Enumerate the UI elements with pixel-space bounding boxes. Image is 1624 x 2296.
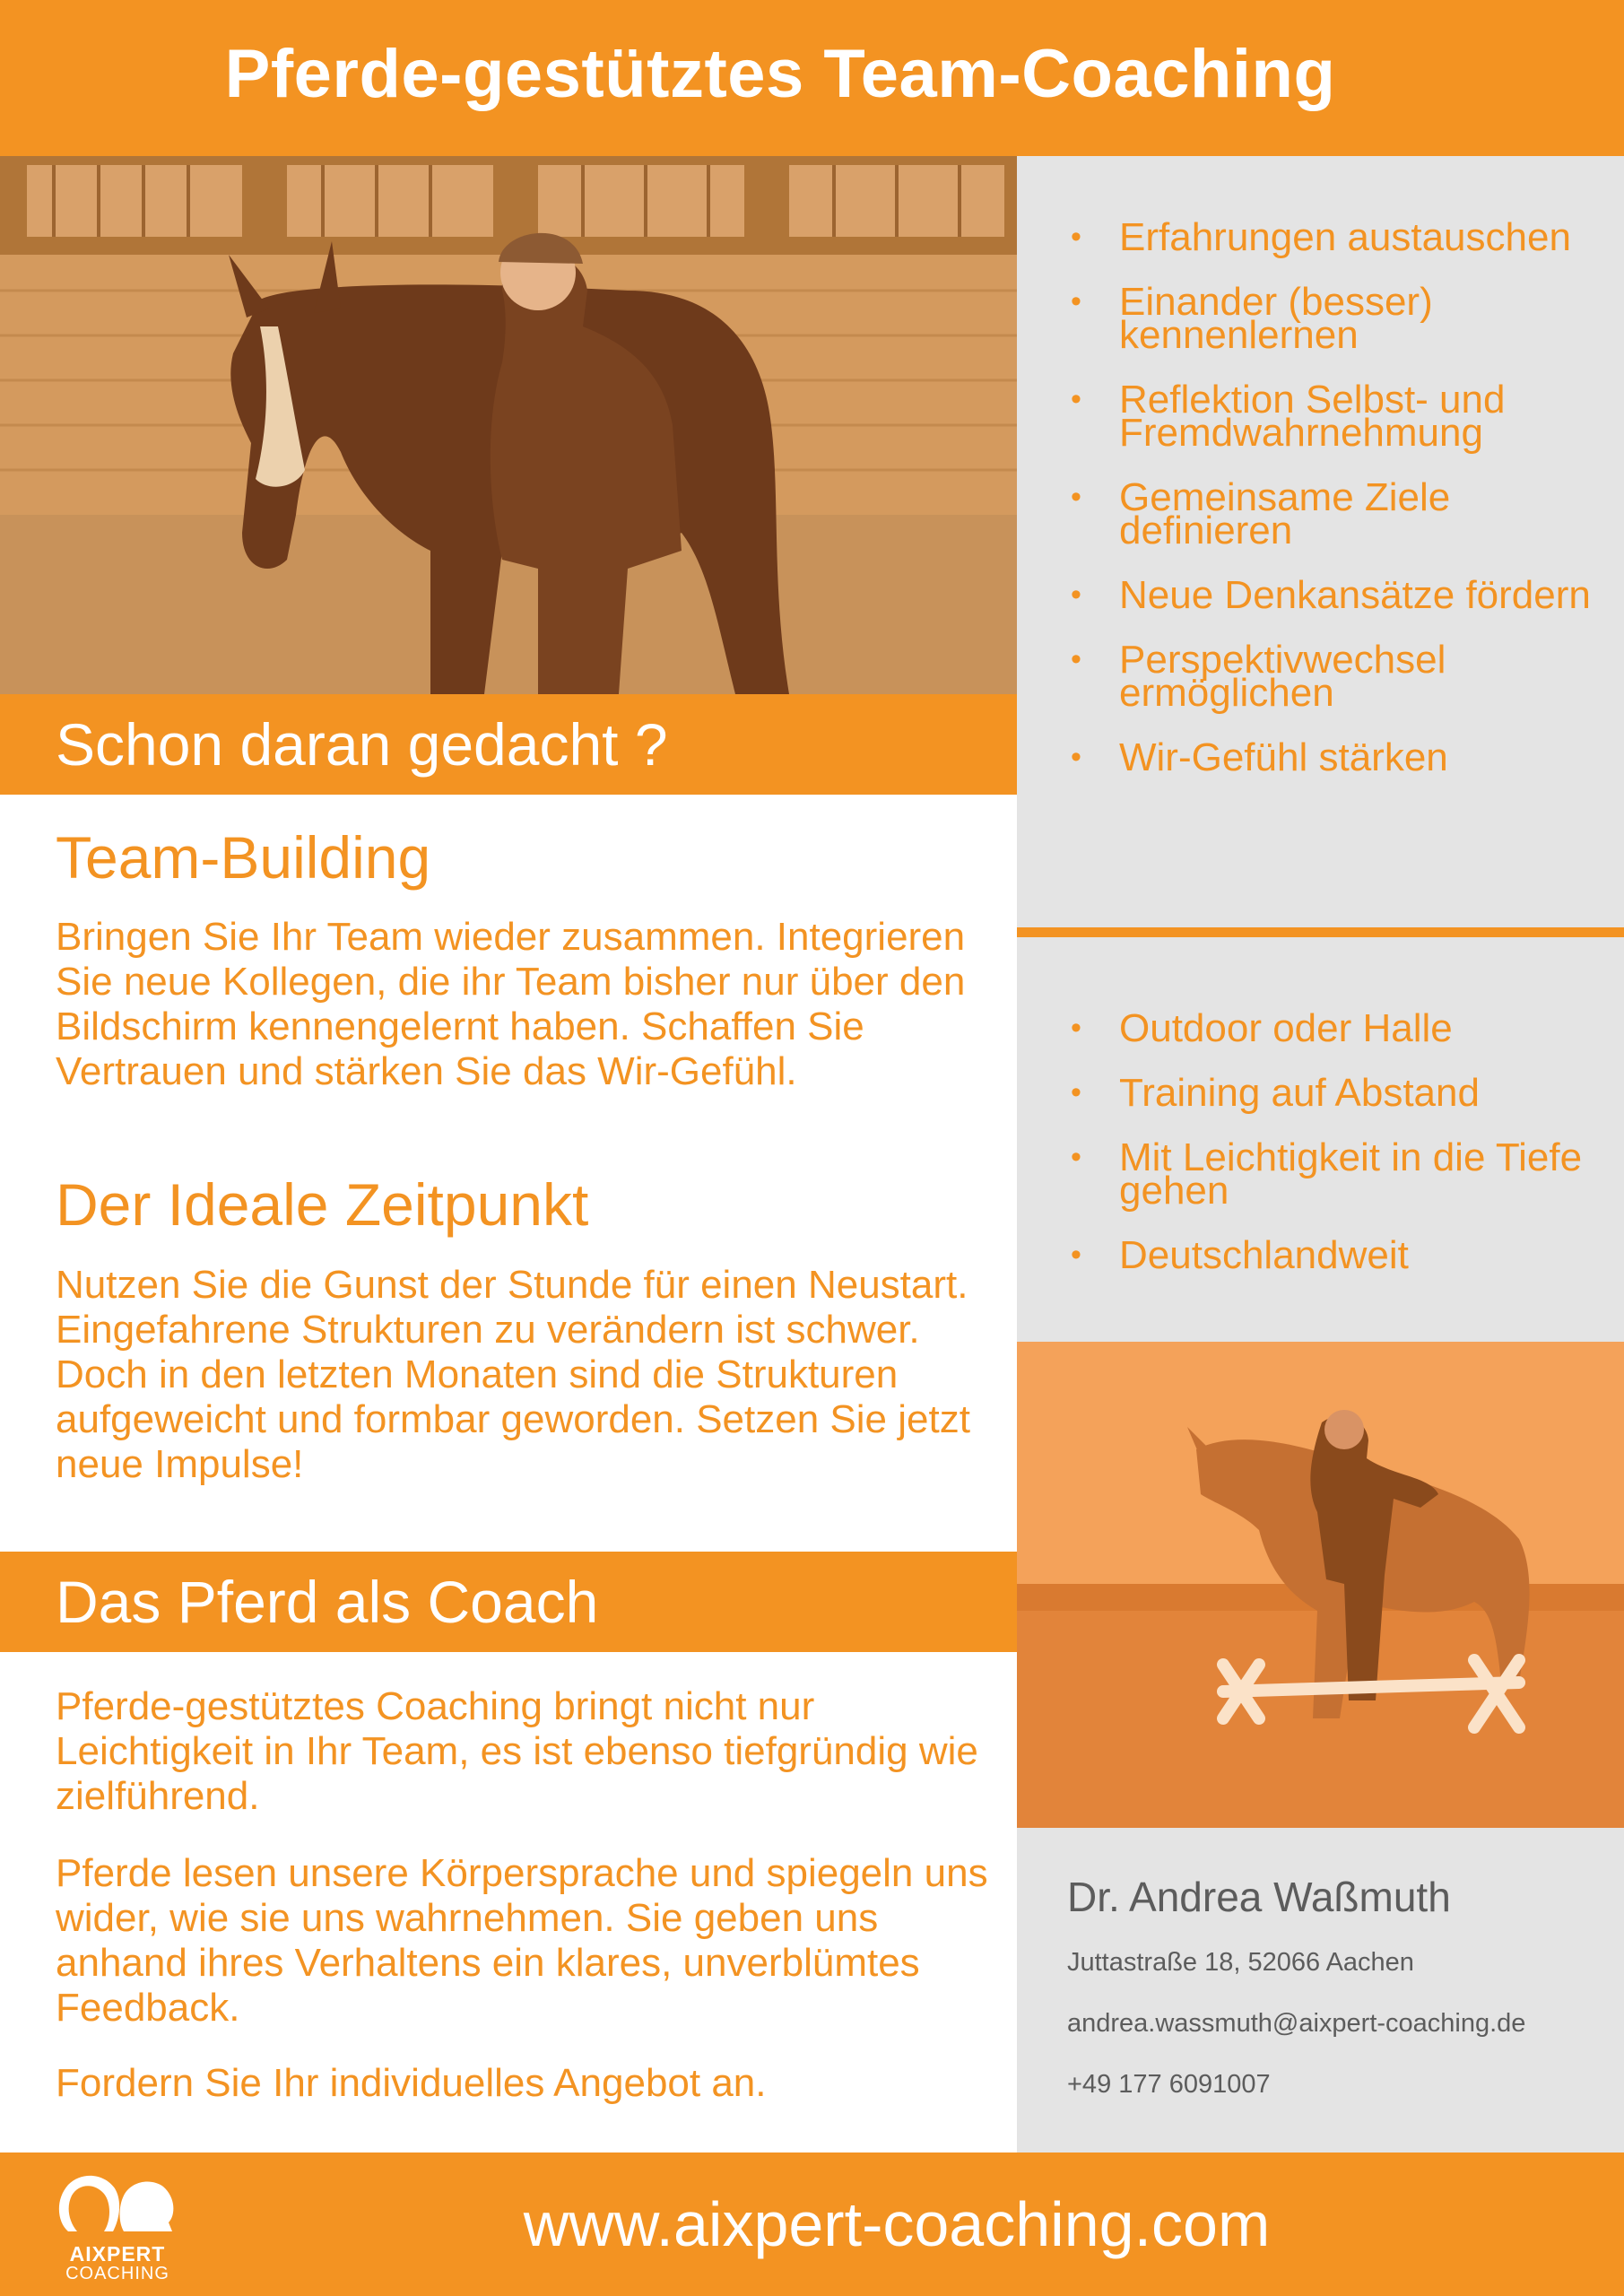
bullet-icon: •: [1071, 1140, 1081, 1174]
list-item-text: Mit Leichtigkeit in die Tiefe gehen: [1119, 1135, 1583, 1213]
coach-paragraph-1: Pferde-gestütztes Coaching bringt nicht nur Leichtigkeit in Ihr Team, es ist ebenso tiefgründig wie zielführend.: [56, 1684, 978, 1818]
bullet-icon: •: [1071, 1075, 1081, 1109]
photo-woman-with-horse: [0, 156, 1017, 694]
contact-address: Juttastraße 18, 52066 Aachen: [1067, 1948, 1414, 1977]
list-item: [1071, 475, 1600, 552]
list-item-text: Neue Denkansätze fördern: [1119, 573, 1591, 617]
benefits-list: [1071, 215, 1600, 805]
list-item-text: Outdoor oder Halle: [1119, 1006, 1453, 1050]
list-item: [1071, 1233, 1600, 1277]
bullet-icon: •: [1071, 284, 1081, 318]
logo-subtitle: COACHING: [65, 2264, 169, 2283]
list-item: [1071, 378, 1600, 455]
team-building-text: Bringen Sie Ihr Team wieder zusammen. Integrieren Sie neue Kollegen, die ihr Team bisher nur über den Bildschirm kennengelernt haben. Schaffen Sie Vertrauen und stärken Sie das Wir-Gefühl.: [56, 915, 966, 1093]
list-item-text: Deutschlandweit: [1119, 1233, 1409, 1277]
list-item-text: Training auf Abstand: [1119, 1071, 1480, 1115]
bullet-icon: •: [1071, 642, 1081, 676]
list-item-text: Einander (besser) kennenlernen: [1119, 280, 1433, 357]
page-title: Pferde-gestütztes Team-Coaching: [224, 36, 1336, 112]
photo-man-with-horse: [1017, 1342, 1624, 1828]
features-list: [1071, 1006, 1600, 1303]
zeitpunkt-heading: Der Ideale Zeitpunkt: [56, 1171, 589, 1238]
coach-paragraph-2: Pferde lesen unsere Körpersprache und spiegeln uns wider, wie sie uns wahrnehmen. Sie geben uns anhand ihres Verhaltens ein klares, unverblümtes Feedback.: [56, 1851, 988, 2030]
contact-phone[interactable]: +49 177 6091007: [1067, 2070, 1271, 2099]
list-item-text: Reflektion Selbst- und Fremdwahrnehmung: [1119, 378, 1506, 455]
bullet-icon: •: [1071, 382, 1081, 416]
list-item-text: Gemeinsame Ziele definieren: [1119, 475, 1451, 552]
bullet-icon: •: [1071, 480, 1081, 514]
section-band-schon-daran-gedacht: [0, 694, 1017, 795]
band-title: Schon daran gedacht ?: [56, 711, 668, 778]
website-link[interactable]: www.aixpert-coaching.com: [523, 2189, 1271, 2259]
panel-divider: [1017, 927, 1624, 937]
bullet-icon: •: [1071, 740, 1081, 774]
list-item: [1071, 1071, 1600, 1115]
list-item-text: Perspektivwechsel ermöglichen: [1119, 638, 1446, 715]
contact-email-link[interactable]: andrea.wassmuth@aixpert-coaching.de: [1067, 2009, 1526, 2038]
section-band-pferd-als-coach: [0, 1552, 1017, 1652]
list-item: [1071, 1006, 1600, 1050]
coach-paragraph-3: Fordern Sie Ihr individuelles Angebot an.: [56, 2061, 767, 2105]
list-item: [1071, 638, 1600, 715]
list-item: [1071, 1135, 1600, 1213]
bullet-icon: •: [1071, 1011, 1081, 1045]
zeitpunkt-text: Nutzen Sie die Gunst der Stunde für einen Neustart. Eingefahrene Strukturen zu verändern ist schwer. Doch in den letzten Monaten sind die Strukturen aufgeweicht und formbar geworden. Setzen Sie jetzt neue Impulse!: [56, 1263, 970, 1486]
bullet-icon: •: [1071, 1238, 1081, 1272]
bullet-icon: •: [1071, 578, 1081, 612]
list-item: [1071, 573, 1600, 617]
list-item: [1071, 215, 1600, 259]
list-item: [1071, 280, 1600, 357]
bullet-icon: •: [1071, 220, 1081, 254]
band-title: Das Pferd als Coach: [56, 1569, 599, 1635]
list-item-text: Erfahrungen austauschen: [1119, 215, 1571, 259]
logo-wordmark: AIXPERT: [69, 2242, 166, 2266]
list-item-text: Wir-Gefühl stärken: [1119, 735, 1448, 779]
contact-name: Dr. Andrea Waßmuth: [1067, 1874, 1451, 1920]
team-building-heading: Team-Building: [56, 824, 431, 891]
list-item: [1071, 735, 1600, 779]
